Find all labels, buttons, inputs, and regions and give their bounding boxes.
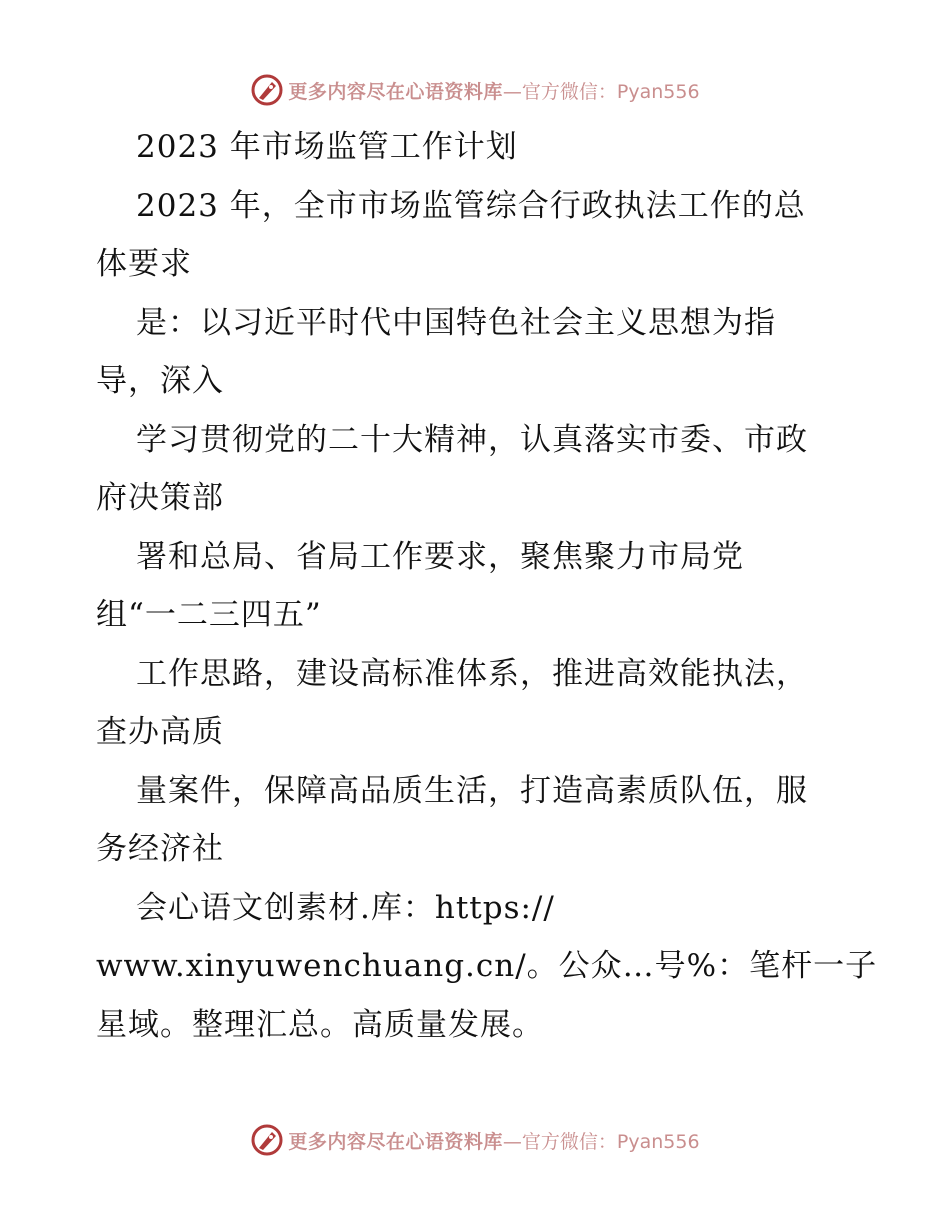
paragraph-line: 署和总局、省局工作要求，聚焦聚力市局党 xyxy=(136,538,744,575)
paragraph-line: 查办高质 xyxy=(96,714,224,750)
paragraph-line: 学习贯彻党的二十大精神，认真落实市委、市政 xyxy=(136,421,808,458)
banner-contact: —官方微信：Pyan556 xyxy=(502,1130,700,1153)
paragraph-line: 务经济社 xyxy=(96,831,224,867)
paragraph-line: 是：以习近平时代中国特色社会主义思想为指 xyxy=(136,304,776,341)
document-title: 2023 年市场监管工作计划 xyxy=(136,129,518,165)
footer-banner xyxy=(0,1120,950,1160)
paragraph-line: 工作思路，建设高标准体系，推进高效能执法， xyxy=(136,655,808,692)
paragraph-line: 会心语文创素材.库：https:// xyxy=(136,889,555,926)
paragraph-line: 导，深入 xyxy=(96,363,224,399)
pen-nib-logo-icon xyxy=(250,73,284,107)
paragraph-line: 2023 年，全市市场监管综合行政执法工作的总 xyxy=(136,187,806,224)
paragraph-line: 府决策部 xyxy=(96,480,224,516)
banner-title: 更多内容尽在心语资料库 xyxy=(288,80,503,103)
paragraph-line: 星域。整理汇总。高质量发展。 xyxy=(96,1006,544,1043)
paragraph-line: 组“一二三四五” xyxy=(96,597,322,633)
paragraph-line: 量案件，保障高品质生活，打造高素质队伍，服 xyxy=(136,772,808,809)
header-banner xyxy=(0,70,950,110)
pen-nib-logo-icon xyxy=(250,1123,284,1157)
paragraph-line: www.xinyuwenchuang.cn/。公众…号%：笔杆一子 xyxy=(96,948,878,984)
banner-title: 更多内容尽在心语资料库 xyxy=(288,1130,503,1153)
paragraph-line: 体要求 xyxy=(96,246,192,282)
banner-contact: —官方微信：Pyan556 xyxy=(502,80,700,103)
document-body xyxy=(96,118,878,1054)
